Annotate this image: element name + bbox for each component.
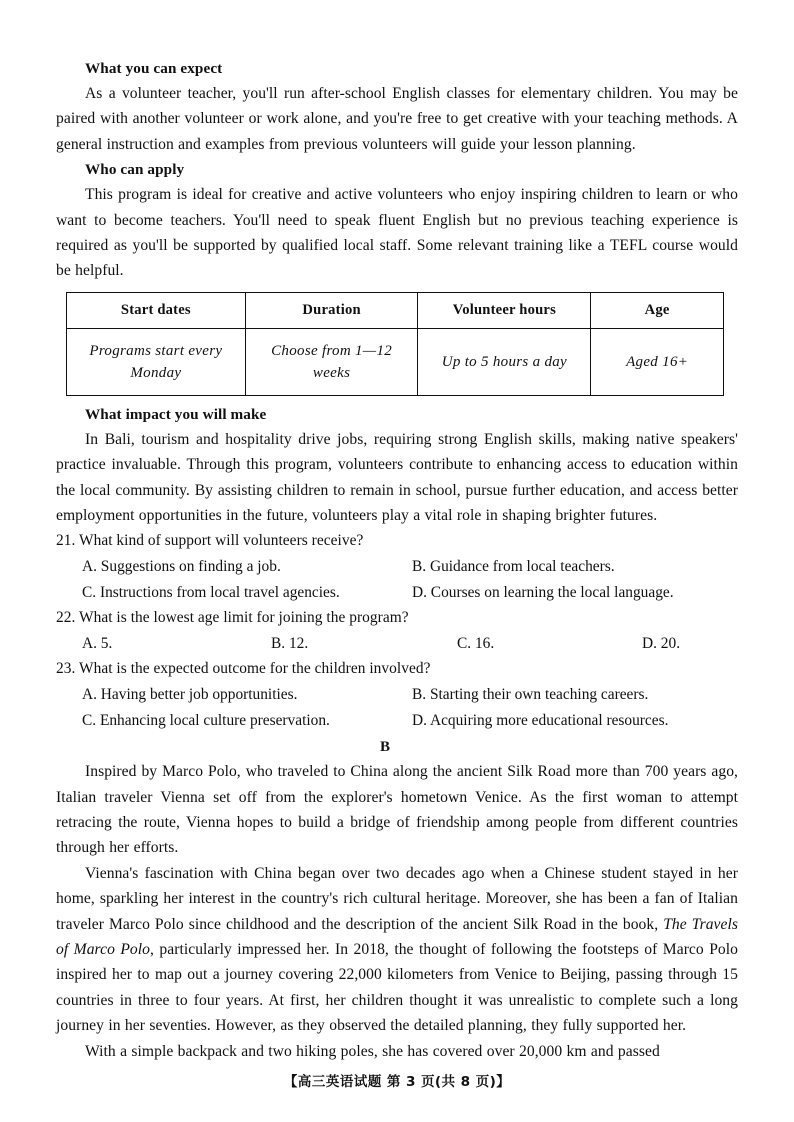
section-letter-b: B [379, 739, 390, 756]
question-23-option-c[interactable]: C. Enhancing local culture preservation. [82, 711, 330, 729]
question-21-option-d[interactable]: D. Courses on learning the local language. [412, 583, 674, 601]
heading-what-impact-you-will-make: What impact you will make [85, 405, 267, 423]
question-22-option-a[interactable]: A. 5. [82, 634, 113, 652]
passage-b-paragraph-1: Inspired by Marco Polo, who traveled to China along the ancient Silk Road more than 700 years ago, Italian traveler Vienna set off from the explorer's hometown Venice. As the first woman to attempt retracing the route, Vienna hopes to build a bridge of friendship among people from different countries through her efforts. [56, 763, 738, 857]
column-header-start-dates: Start dates [67, 292, 246, 328]
question-22-option-c[interactable]: C. 16. [457, 634, 495, 652]
paragraph-who-can-apply: This program is ideal for creative and active volunteers who enjoy inspiring children to learn or who want to become teachers. You'll need to speak fluent English but no previous teaching experience is required as you'll be supported by qualified local staff. Some relevant training like a TEFL course would be helpful. [56, 186, 738, 280]
question-23-options-row-1 [56, 682, 738, 708]
question-21-option-c[interactable]: C. Instructions from local travel agencies. [82, 583, 340, 601]
page-footer: 【高三英语试题 第 3 页(共 8 页)】 [283, 1074, 511, 1090]
column-header-volunteer-hours: Volunteer hours [418, 292, 591, 328]
question-21-options-row-1 [56, 554, 738, 580]
paragraph-what-you-can-expect: As a volunteer teacher, you'll run after-school English classes for elementary children. You may be paired with another volunteer or work alone, and you're free to get creative with your teaching methods. A general instruction and examples from previous volunteers will guide your lesson planning. [56, 85, 738, 153]
table-row [67, 328, 724, 395]
column-header-age: Age [591, 292, 724, 328]
column-header-duration: Duration [245, 292, 418, 328]
cell-age: Aged 16+ [591, 328, 724, 395]
question-23-stem: 23. What is the expected outcome for the children involved? [56, 660, 431, 678]
question-23-option-d[interactable]: D. Acquiring more educational resources. [412, 711, 669, 729]
question-21-option-a[interactable]: A. Suggestions on finding a job. [82, 558, 281, 576]
cell-start-dates: Programs start every Monday [67, 328, 246, 395]
heading-what-you-can-expect: What you can expect [85, 60, 223, 77]
question-22-option-b[interactable]: B. 12. [271, 634, 309, 652]
passage-b-paragraph-3: With a simple backpack and two hiking poles, she has covered over 20,000 km and passed [85, 1042, 660, 1060]
program-info-table [66, 292, 724, 396]
question-22-options-row [56, 631, 738, 657]
question-23-options-row-2 [56, 708, 738, 734]
book-title-the-travels-of-marco-polo: The Travels of Marco Polo [56, 915, 738, 959]
question-21-stem: 21. What kind of support will volunteers receive? [56, 532, 364, 550]
program-info-table-wrapper [66, 292, 724, 396]
question-21-options-row-2 [56, 580, 738, 606]
passage-b-paragraph-2 [56, 861, 738, 1039]
heading-who-can-apply: Who can apply [85, 161, 185, 179]
table-header-row [67, 292, 724, 328]
question-23-option-a[interactable]: A. Having better job opportunities. [82, 686, 298, 704]
page-content [56, 56, 738, 1064]
question-23-option-b[interactable]: B. Starting their own teaching careers. [412, 686, 649, 704]
passage-b-paragraph-2-part-1: Vienna's fascination with China began over two decades ago when a Chinese student stayed in her home, sparkling her interest in the country's rich cultural heritage. Moreover, she has been a fan of Italian traveler Marco Polo since childhood and the description of the ancient Silk Road in the book, [56, 864, 738, 933]
cell-volunteer-hours: Up to 5 hours a day [418, 328, 591, 395]
paragraph-what-impact-you-will-make: In Bali, tourism and hospitality drive jobs, requiring strong English skills, making native speakers' practice invaluable. Through this program, volunteers contribute to enhancing access to education within the local community. By assisting children to remain in school, pursue further education, and access better employment opportunities in the future, volunteers play a vital role in shaping brighter futures. [56, 430, 738, 525]
question-22-option-d[interactable]: D. 20. [642, 634, 681, 652]
cell-duration: Choose from 1—12 weeks [245, 328, 418, 395]
question-21-option-b[interactable]: B. Guidance from local teachers. [412, 558, 615, 576]
question-22-stem: 22. What is the lowest age limit for joining the program? [56, 609, 409, 627]
passage-b-paragraph-2-part-2: , particularly impressed her. In 2018, the thought of following the footsteps of Marco Polo inspired her to map out a journey covering 22,000 kilometers from Venice to Beijing, passing through 15 countries in three to four years. At first, her children thought it was unrealistic to complete such a long journey in her seventies. However, as they observed the detailed planning, they fully supported her. [56, 941, 738, 1035]
